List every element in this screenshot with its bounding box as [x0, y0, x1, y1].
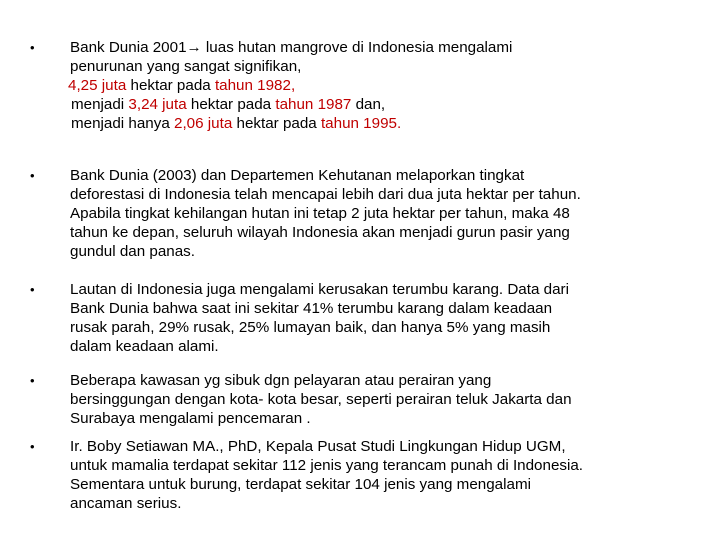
bullet-text [70, 166, 706, 261]
stat-line-1987 [71, 95, 706, 114]
stat-suffix: dan, [351, 96, 386, 113]
stat-mid: hektar pada [186, 96, 276, 113]
stat-prefix: menjadi hanya [71, 115, 175, 132]
text-line: rusak parah, 29% rusak, 25% lumayan baik, dan hanya 5% yang masih [70, 319, 551, 336]
stat-year: tahun 1995. [320, 115, 402, 132]
text-line: dalam keadaan alami. [70, 338, 219, 355]
stat-value: 3,24 juta [128, 96, 187, 113]
stat-year: tahun 1987 [275, 96, 352, 113]
stat-year: tahun 1982, [214, 77, 296, 94]
stat-line-1982 [68, 76, 706, 95]
text-line: deforestasi di Indonesia telah mencapai lebih dari dua juta hektar per tahun. [70, 186, 581, 203]
stat-prefix: menjadi [71, 96, 129, 113]
bullet-icon: • [30, 168, 35, 183]
stat-mid: hektar pada [126, 77, 215, 94]
text-line: Apabila tingkat kehilangan hutan ini tetap 2 juta hektar per tahun, maka 48 [70, 205, 570, 222]
stat-value: 4,25 juta [68, 77, 127, 94]
text-line: tahun ke depan, seluruh wilayah Indonesia akan menjadi gurun pasir yang [70, 224, 570, 241]
bullet-text [70, 437, 706, 513]
stat-value: 2,06 juta [174, 115, 233, 132]
text-line: Surabaya mengalami pencemaran . [70, 410, 311, 427]
text-line: Ir. Boby Setiawan MA., PhD, Kepala Pusat Studi Lingkungan Hidup UGM, [70, 438, 566, 455]
stat-mid: hektar pada [232, 115, 321, 132]
bullet-icon: • [30, 373, 35, 388]
bullet-text [70, 371, 706, 428]
stat-line-1995 [71, 114, 706, 133]
text-line: gundul dan panas. [70, 243, 195, 260]
text-line: Lautan di Indonesia juga mengalami kerusakan terumbu karang. Data dari [70, 281, 569, 298]
text-line: ancaman serius. [70, 495, 182, 512]
text-line: Sementara untuk burung, terdapat sekitar 104 jenis yang mengalami [70, 476, 531, 493]
text-line: penurunan yang sangat signifikan, [70, 58, 302, 75]
bullet-icon: • [30, 282, 35, 297]
bullet-icon: • [30, 40, 35, 55]
bullet-text [70, 280, 706, 356]
bullet-text [70, 38, 706, 133]
text-line: Bank Dunia 2001→ luas hutan mangrove di Indonesia mengalami [70, 39, 513, 56]
text-line: Bank Dunia bahwa saat ini sekitar 41% terumbu karang dalam keadaan [70, 300, 553, 317]
bullet-icon: • [30, 439, 35, 454]
text-line: Bank Dunia (2003) dan Departemen Kehutanan melaporkan tingkat [70, 167, 525, 184]
text-line: bersinggungan dengan kota- kota besar, seperti perairan teluk Jakarta dan [70, 391, 572, 408]
text-line: untuk mamalia terdapat sekitar 112 jenis yang terancam punah di Indonesia. [70, 457, 584, 474]
text-line: Beberapa kawasan yg sibuk dgn pelayaran atau perairan yang [70, 372, 492, 389]
